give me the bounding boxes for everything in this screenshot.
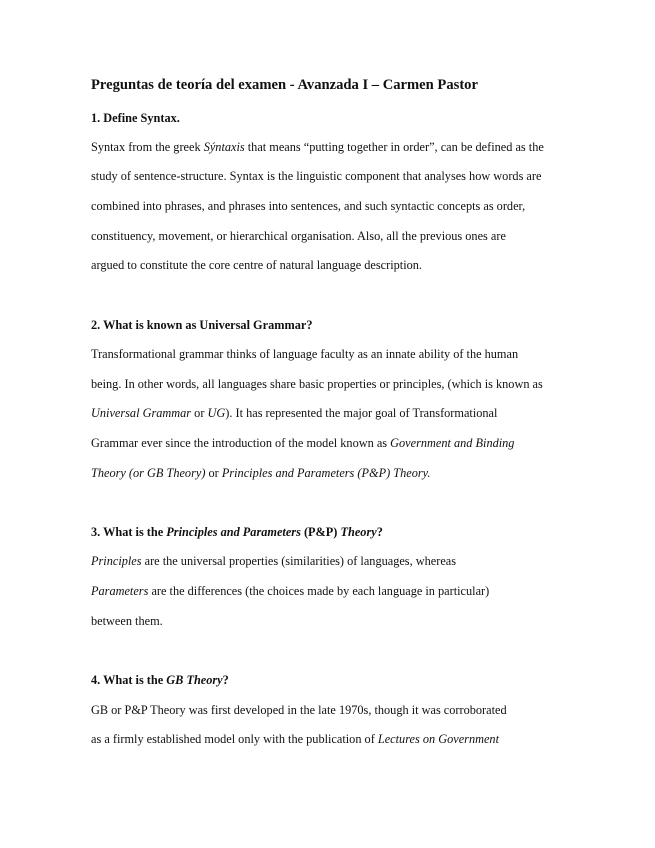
q1-line-2: study of sentence-structure. Syntax is the linguistic component that analyses how words are bbox=[91, 169, 542, 183]
q1-line-1 bbox=[91, 139, 544, 155]
q3-heading-mark: ? bbox=[376, 525, 383, 539]
q2-term-pp-theory: Principles and Parameters (P&P) Theory. bbox=[221, 466, 431, 480]
q4-term-lectures: Lectures on Government bbox=[377, 732, 499, 746]
q2-term-gov-binding: Government and Binding bbox=[390, 436, 515, 450]
q2-line-5 bbox=[91, 465, 431, 481]
q2-line-4 bbox=[91, 435, 514, 451]
q1-heading: 1. Define Syntax. bbox=[91, 111, 180, 125]
q2-term-gb-theory: Theory (or GB Theory) bbox=[91, 466, 206, 480]
q4-line-1: GB or P&P Theory was first developed in the late 1970s, though it was corroborated bbox=[91, 703, 507, 717]
q3-line-2 bbox=[91, 583, 489, 599]
q3-heading-term: Principles and Parameters bbox=[166, 525, 301, 539]
q3-line-1 bbox=[91, 553, 456, 569]
q2-term-universal-grammar: Universal Grammar bbox=[91, 406, 192, 420]
q1-term-syntaxis: Sýntaxis bbox=[203, 140, 245, 154]
q2-line-3 bbox=[91, 405, 497, 421]
q3-line-1-rest: are the universal properties (similarities) of languages, whereas bbox=[141, 554, 457, 568]
q3-line-2-rest: are the differences (the choices made by each language in particular) bbox=[148, 584, 490, 598]
q4-heading-term: GB Theory bbox=[166, 673, 223, 687]
q2-heading: 2. What is known as Universal Grammar? bbox=[91, 318, 313, 332]
q1-line-1-rest: that means “putting together in order”, can be defined as the bbox=[244, 140, 544, 154]
q4-line-2 bbox=[91, 731, 499, 747]
q3-heading-pp: (P&P) bbox=[300, 525, 341, 539]
q3-heading-theory: Theory bbox=[340, 525, 377, 539]
q3-term-parameters: Parameters bbox=[91, 584, 149, 598]
q1-line-5: argued to constitute the core centre of natural language description. bbox=[91, 258, 422, 272]
q1-line-1-text: Syntax from the greek bbox=[91, 140, 204, 154]
q4-line-2-text: as a firmly established model only with the publication of bbox=[91, 732, 378, 746]
q2-line-3-or: or bbox=[191, 406, 208, 420]
q4-heading-mark: ? bbox=[222, 673, 229, 687]
q1-line-3: combined into phrases, and phrases into sentences, and such syntactic concepts as order, bbox=[91, 199, 526, 213]
q1-line-4: constituency, movement, or hierarchical organisation. Also, all the previous ones are bbox=[91, 229, 506, 243]
document-title: Preguntas de teoría del examen - Avanzada I – Carmen Pastor bbox=[91, 77, 478, 93]
q3-heading bbox=[91, 524, 383, 540]
q3-term-principles: Principles bbox=[91, 554, 142, 568]
q2-line-2: being. In other words, all languages share basic properties or principles, (which is known as bbox=[91, 377, 543, 391]
q3-line-3: between them. bbox=[91, 614, 163, 628]
q2-line-3-rest: ). It has represented the major goal of Transformational bbox=[225, 406, 498, 420]
q4-heading bbox=[91, 672, 229, 688]
q2-term-ug: UG bbox=[207, 406, 226, 420]
q2-line-5-or: or bbox=[205, 466, 222, 480]
q3-heading-text: 3. What is the bbox=[91, 525, 167, 539]
q2-line-4-text: Grammar ever since the introduction of the model known as bbox=[91, 436, 391, 450]
q2-line-1: Transformational grammar thinks of language faculty as an innate ability of the human bbox=[91, 347, 519, 361]
q4-heading-text: 4. What is the bbox=[91, 673, 167, 687]
